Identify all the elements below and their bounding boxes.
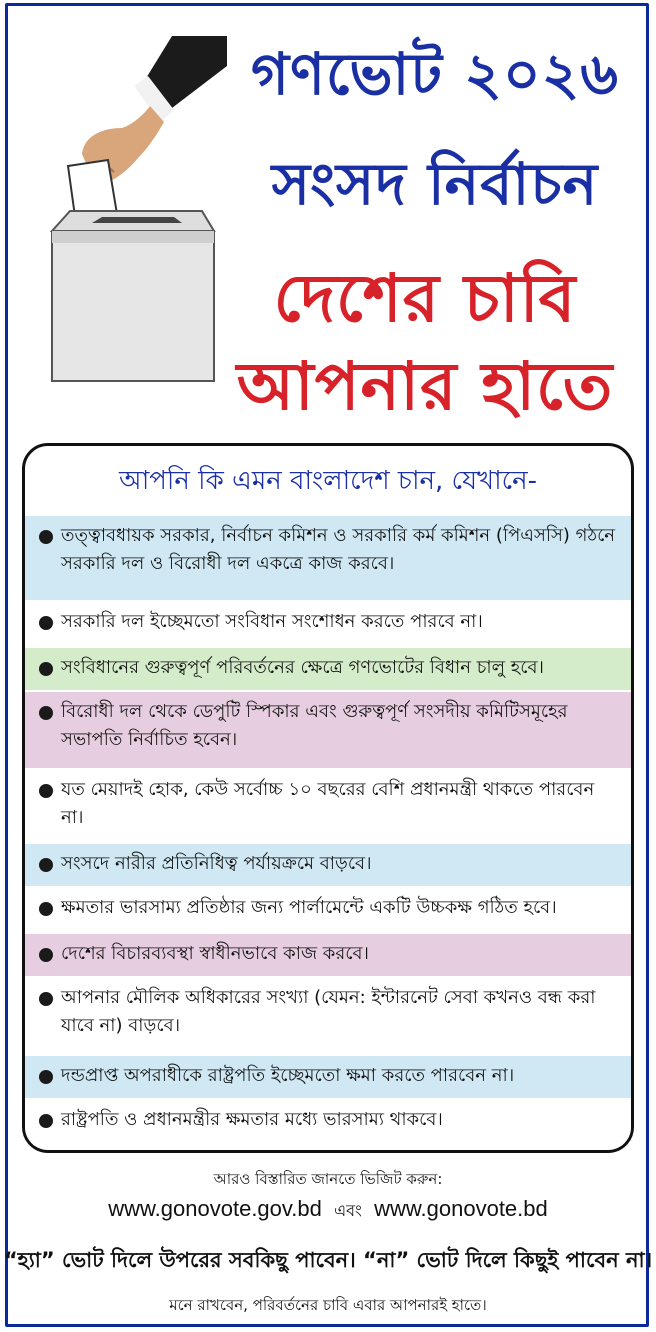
headline-referendum: গণভোট ২০২৬ xyxy=(250,40,620,108)
list-item-text: রাষ্ট্রপতি ও প্রধানমন্ত্রীর ক্ষমতার মধ্যে ভারসাম্য থাকবে। xyxy=(61,1109,443,1130)
list-item-text: যত মেয়াদই হোক, কেউ সর্বোচ্চ ১০ বছরের বেশি প্রধানমন্ত্রী থাকতে পারবেন না। xyxy=(61,779,595,828)
headline-your-hands: আপনার হাতে xyxy=(236,348,614,425)
list-item-text: দন্ডপ্রাপ্ত অপরাধীকে রাষ্ট্রপতি ইচ্ছেমতো ক্ষমা করতে পারবেন না। xyxy=(61,1065,515,1086)
bullet-icon xyxy=(39,706,53,720)
list-item-text: তত্ত্বাবধায়ক সরকার, নির্বাচন কমিশন ও সরকারি কর্ম কমিশন (পিএসসি) গঠনে সরকারি দল ও বিরোধী দল একত্রে কাজ করবে। xyxy=(61,525,616,574)
list-item xyxy=(25,602,631,648)
bullet-icon xyxy=(39,902,53,916)
question-box xyxy=(22,443,634,1153)
bullet-icon xyxy=(39,858,53,872)
list-item xyxy=(25,844,631,888)
list-item-text: সরকারি দল ইচ্ছেমতো সংবিধান সংশোধন করতে পারবে না। xyxy=(61,611,483,632)
list-item xyxy=(25,648,631,692)
tagline: মনে রাখবেন, পরিবর্তনের চাবি এবার আপনারই হাতে। xyxy=(169,1296,487,1314)
headline-country-key: দেশের চাবি xyxy=(273,260,577,337)
headline-election: সংসদ নির্বাচন xyxy=(271,150,599,218)
bullet-icon xyxy=(39,992,53,1006)
url-link-gov[interactable]: www.gonovote.gov.bd xyxy=(108,1196,322,1221)
bullet-icon xyxy=(39,784,53,798)
yes-no-message: “হ্যা” ভোট দিলে উপরের সবকিছু পাবেন। “না” ভোট দিলে কিছুই পাবেন না। xyxy=(3,1248,653,1272)
list-item xyxy=(25,888,631,934)
question-item-list xyxy=(25,516,631,1146)
list-item xyxy=(25,770,631,844)
bullet-icon xyxy=(39,616,53,630)
ballot-box-icon xyxy=(52,211,214,381)
bullet-icon xyxy=(39,948,53,962)
url-link[interactable]: www.gonovote.bd xyxy=(374,1196,548,1221)
list-item-text: আপনার মৌলিক অধিকারের সংখ্যা (যেমন: ইন্টারনেট সেবা কখনও বন্ধ করা যাবে না) বাড়বে। xyxy=(61,987,596,1036)
list-item-text: সংসদে নারীর প্রতিনিধিত্ব পর্যায়ক্রমে বাড়বে। xyxy=(61,853,372,874)
url-line xyxy=(0,1196,656,1225)
visit-text: আরও বিস্তারিত জানতে ভিজিট করুন: xyxy=(213,1170,443,1188)
list-item xyxy=(25,1056,631,1100)
list-item xyxy=(25,1100,631,1146)
list-item-text: ক্ষমতার ভারসাম্য প্রতিষ্ঠার জন্য পার্লামেন্টে একটি উচ্চকক্ষ গঠিত হবে। xyxy=(61,897,557,918)
list-item xyxy=(25,934,631,978)
url-joiner: এবং xyxy=(333,1201,362,1220)
bullet-icon xyxy=(39,1114,53,1128)
list-item xyxy=(25,978,631,1056)
list-item-text: সংবিধানের গুরুত্বপূর্ণ পরিবর্তনের ক্ষেত্রে গণভোটের বিধান চালু হবে। xyxy=(61,657,544,678)
bullet-icon xyxy=(39,662,53,676)
bullet-icon xyxy=(39,1070,53,1084)
question-title: আপনি কি এমন বাংলাদেশ চান, যেখানে- xyxy=(118,466,538,496)
bullet-icon xyxy=(39,530,53,544)
list-item xyxy=(25,692,631,770)
list-item-text: বিরোধী দল থেকে ডেপুটি স্পিকার এবং গুরুত্বপূর্ণ সংসদীয় কমিটিসমূহের সভাপতি নির্বাচিত হবেন। xyxy=(61,701,568,750)
list-item xyxy=(25,516,631,602)
list-item-text: দেশের বিচারব্যবস্থা স্বাধীনভাবে কাজ করবে। xyxy=(61,943,369,964)
